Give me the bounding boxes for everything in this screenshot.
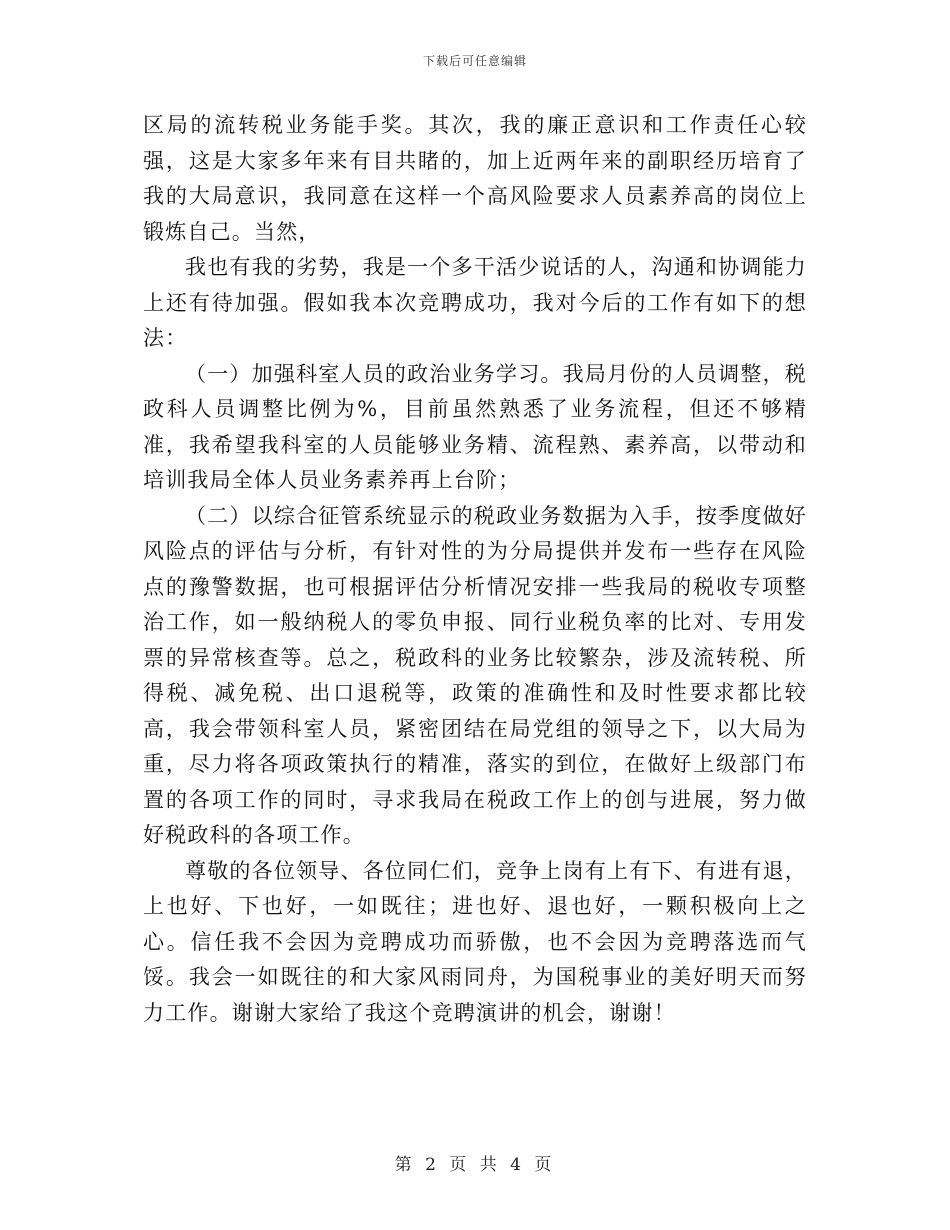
paragraph-4: （二）以综合征管系统显示的税政业务数据为入手，按季度做好风险点的评估与分析，有针对性的为分局提供并发布一些存在风险点的豫警数据，也可根据评估分析情况安排一些我局的税收专项整治工作，如一般纳税人的零负申报、同行业税负率的比对、专用发票的异常核查等。总之，税政科的业务比较繁杂，涉及流转税、所得税、减免税、出口退税等，政策的准确性和及时性要求都比较高，我会带领科室人员，紧密团结在局党组的领导之下，以大局为重，尽力将各项政策执行的精准，落实的到位，在做好上级部门布置的各项工作的同时，寻求我局在税政工作上的创与进展，努力做好税政科的各项工作。 (143, 503, 807, 847)
page-header-note: 下载后可任意编辑 (422, 54, 527, 68)
paragraph-2: 我也有我的劣势，我是一个多干活少说话的人，沟通和协调能力上还有待加强。假如我本次竞聘成功，我对今后的工作有如下的想法： (143, 255, 807, 350)
paragraph-5: 尊敬的各位领导、各位同仁们，竞争上岗有上有下、有进有退，上也好、下也好，一如既往；进也好、退也好，一颗积极向上之心。信任我不会因为竞聘成功而骄傲，也不会因为竞聘落选而气馁。我会一如既往的和大家风雨同舟，为国税事业的美好明天而努力工作。谢谢大家给了我这个竞聘演讲的机会，谢谢！ (143, 858, 807, 1025)
paragraph-1: 区局的流转税业务能手奖。其次，我的廉正意识和工作责任心较强，这是大家多年来有目共睹的，加上近两年来的副职经历培育了我的大局意识，我同意在这样一个高风险要求人员素养高的岗位上锻炼自己。当然， (143, 113, 807, 244)
page-number: 第 2 页 共 4 页 (394, 1155, 556, 1175)
paragraph-3: （一）加强科室人员的政治业务学习。我局月份的人员调整，税政科人员调整比例为%，目前虽然熟悉了业务流程，但还不够精准，我希望我科室的人员能够业务精、流程熟、素养高，以带动和培训我局全体人员业务素养再上台阶； (143, 361, 807, 492)
document-body (143, 108, 807, 1031)
